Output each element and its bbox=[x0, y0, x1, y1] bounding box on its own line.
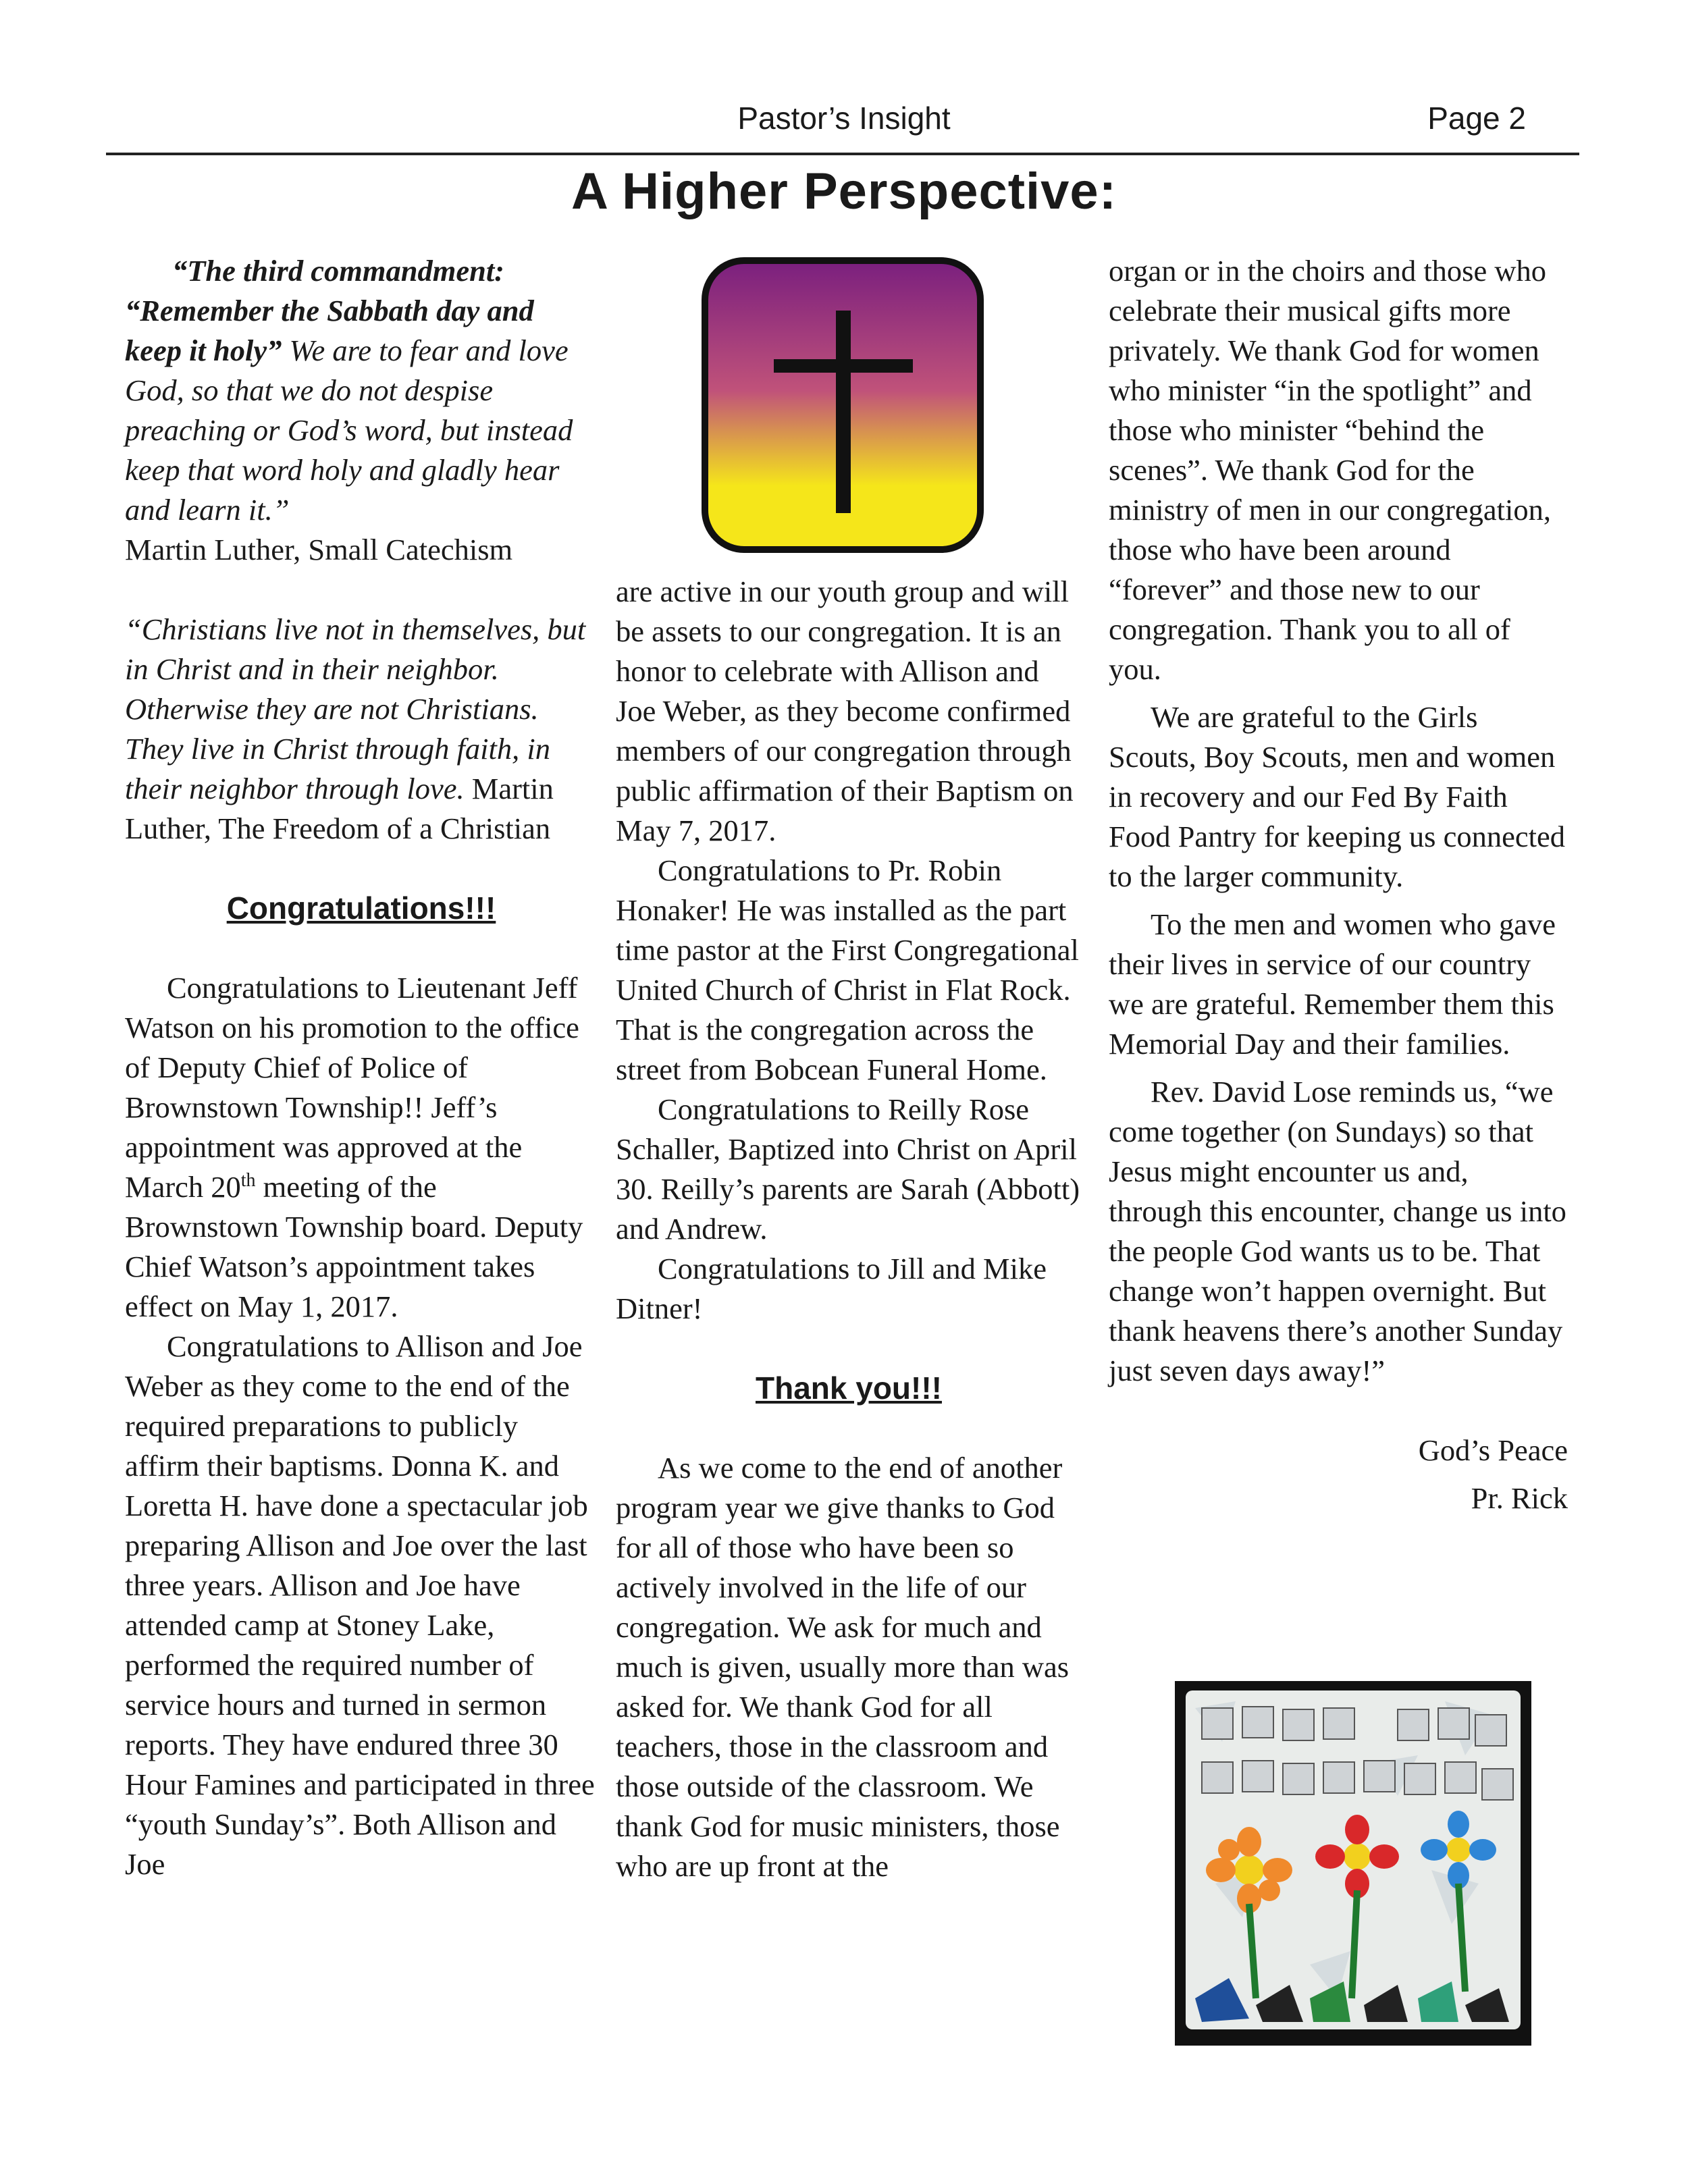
page-number: Page 2 bbox=[1427, 101, 1526, 136]
freedom-quote-source: Martin Luther, The Freedom of a Christian bbox=[125, 772, 554, 845]
youth-paragraph: are active in our youth group and will be assets to our congregation. It is an honor to celebrate with Allison and Joe Weber, as they become confirmed members of our congregation through public affirmation of their Baptism on May 7, 2017. bbox=[616, 575, 1074, 847]
music-paragraph: organ or in the choirs and those who celebrate their musical gifts more privately. We thank God for women who minister “in the spotlight” and those who minister “behind the scenes”. We thank God for the ministry of men in our congregation, those who have been around “forever” and those new to our congregation. Thank you to all of you. bbox=[1109, 254, 1552, 686]
quote-source: Martin Luther, Small Catechism bbox=[125, 533, 513, 566]
column-left bbox=[125, 251, 598, 1884]
ordinal-suffix: th bbox=[240, 1170, 256, 1192]
main-title: A Higher Perspective: bbox=[571, 163, 1117, 220]
weber-paragraph: Congratulations to Allison and Joe Weber as they come to the end of the required preparations to publicly affirm their baptisms. Donna K. and Loretta H. have done a spectacular job preparing Allison and Joe over the last three years. Allison and Joe have attended camp at Stoney Lake, performed the required number of service hours and turned in sermon reports. They have endured three 30 Hour Famines and participated in three “youth Sunday’s”. Both Allison and Joe bbox=[125, 1329, 595, 1881]
freedom-quote-text: “Christians live not in themselves, but in Christ and in their neighbor. Otherwise they are not Christians. They live in Christ through faith, in their neighbor through love. bbox=[125, 612, 586, 805]
congratulations-heading: Congratulations!!! bbox=[226, 890, 496, 926]
scouts-paragraph: We are grateful to the Girls Scouts, Boy Scouts, men and women in recovery and our Fed By Faith Food Pantry for keeping us connected to the larger community. bbox=[1109, 700, 1565, 893]
memorial-paragraph: To the men and women who gave their lives in service of our country we are grateful. Remember them this Memorial Day and their families. bbox=[1109, 907, 1556, 1061]
honaker-paragraph: Congratulations to Pr. Robin Honaker! He was installed as the part time pastor at the First Congregational United Church of Christ in Flat Rock. That is the congregation across the street from Bobcean Funeral Home. bbox=[616, 853, 1079, 1086]
mosaic-image bbox=[1175, 1681, 1531, 2046]
freedom-quote bbox=[125, 610, 598, 849]
closing: God’s Peace bbox=[1418, 1433, 1568, 1467]
header-rule bbox=[106, 153, 1579, 155]
schaller-paragraph: Congratulations to Reilly Rose Schaller, Baptized into Christ on April 30. Reilly’s parents are Sarah (Abbott) and Andrew. bbox=[616, 1092, 1080, 1246]
quote-italic-part: We are to fear and love God, so that we do not despise preaching or God’s word, but instead keep that word holy and gladly hear and learn it.” bbox=[125, 334, 573, 527]
catechism-quote bbox=[125, 251, 598, 530]
cross-icon bbox=[701, 257, 984, 554]
header-title: Pastor’s Insight bbox=[737, 101, 951, 136]
watson-text-a: Congratulations to Lieutenant Jeff Watson on his promotion to the office of Deputy Chief of Police of Brownstown Township!! Jeff’s appointment was approved at the March 20 bbox=[125, 971, 579, 1204]
column-middle bbox=[616, 572, 1082, 1886]
watson-text-b: meeting of the Brownstown Township board. Deputy Chief Watson’s appointment takes effect on May 1, 2017. bbox=[125, 1170, 583, 1323]
signature: Pr. Rick bbox=[1471, 1481, 1568, 1515]
program-year-paragraph: As we come to the end of another program year we give thanks to God for all of those who have been so actively involved in the life of our congregation. We ask for much and much is given, usually more than was asked for. We thank God for all teachers, those in the classroom and those outside of the classroom. We thank God for music ministers, those who are up front at the bbox=[616, 1451, 1070, 1883]
watson-paragraph bbox=[125, 968, 598, 1327]
ditner-paragraph: Congratulations to Jill and Mike Ditner! bbox=[616, 1252, 1047, 1325]
quote-bold-part: “The third commandment: “Remember the Sabbath day and keep it holy” bbox=[125, 254, 534, 367]
thank-you-heading: Thank you!!! bbox=[756, 1370, 942, 1406]
column-right bbox=[1109, 251, 1568, 1518]
lose-paragraph: Rev. David Lose reminds us, “we come together (on Sundays) so that Jesus might encounter us and, through this encounter, change us into the people God wants us to be. That change won’t happen overnight. But thank heavens there’s another Sunday just seven days away!” bbox=[1109, 1075, 1566, 1387]
